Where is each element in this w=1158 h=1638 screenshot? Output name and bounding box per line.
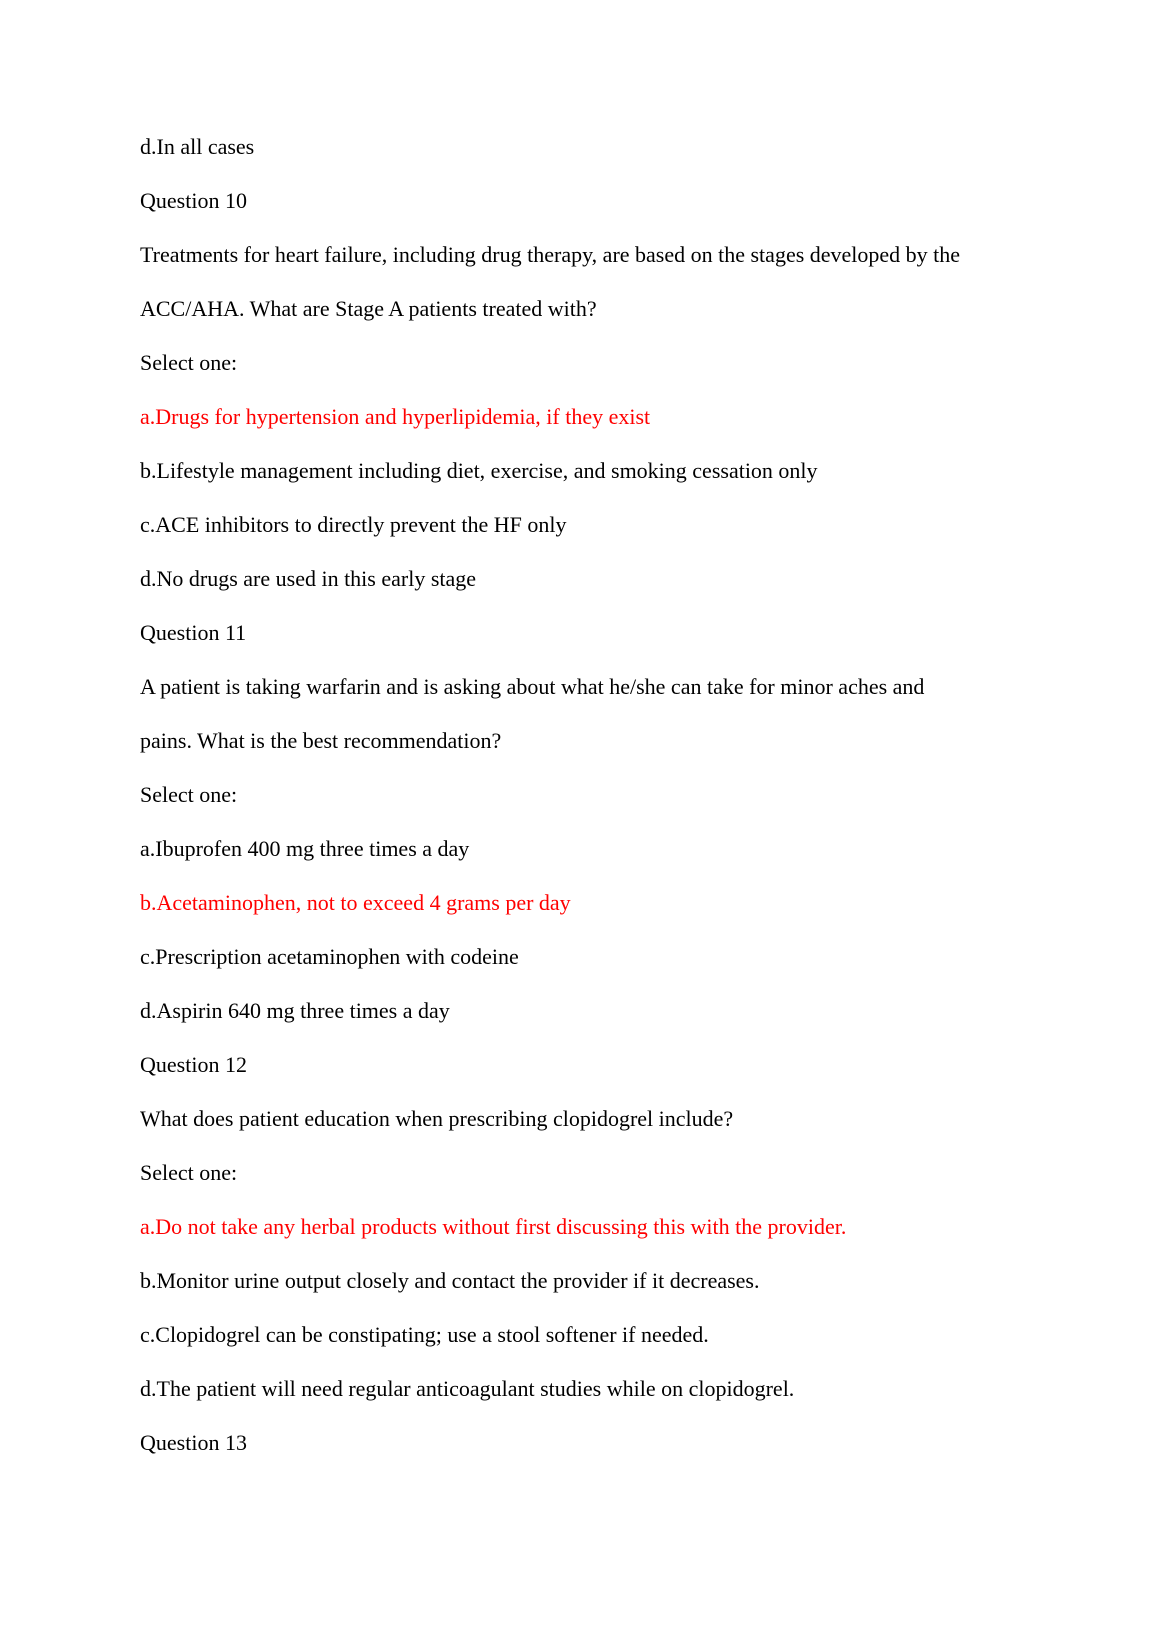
- question-11-option-c: c.Prescription acetaminophen with codeine: [140, 944, 519, 969]
- question-11-text-line-2: pains. What is the best recommendation?: [140, 728, 502, 753]
- question-12-option-d: d.The patient will need regular anticoagulant studies while on clopidogrel.: [140, 1376, 795, 1401]
- question-11-option-d: d.Aspirin 640 mg three times a day: [140, 998, 450, 1023]
- question-13-heading: Question 13: [140, 1430, 247, 1455]
- document-content: [140, 132, 1040, 1482]
- question-10-prompt: Select one:: [140, 350, 238, 375]
- question-10-heading: Question 10: [140, 188, 247, 213]
- question-11-text-line-1: A patient is taking warfarin and is asking about what he/she can take for minor aches and: [140, 674, 925, 699]
- question-10-option-a: a.Drugs for hypertension and hyperlipidemia, if they exist: [140, 404, 651, 429]
- question-11-option-a: a.Ibuprofen 400 mg three times a day: [140, 836, 470, 861]
- question-12-option-b: b.Monitor urine output closely and contact the provider if it decreases.: [140, 1268, 760, 1293]
- option-d-prev: d.In all cases: [140, 134, 255, 159]
- question-10-option-b: b.Lifestyle management including diet, exercise, and smoking cessation only: [140, 458, 818, 483]
- question-12-option-a: a.Do not take any herbal products without first discussing this with the provider.: [140, 1214, 847, 1239]
- question-11-heading: Question 11: [140, 620, 247, 645]
- question-12-prompt: Select one:: [140, 1160, 238, 1185]
- question-10-text-line-1: Treatments for heart failure, including drug therapy, are based on the stages developed by the: [140, 242, 961, 267]
- question-12-text-line-1: What does patient education when prescribing clopidogrel include?: [140, 1106, 734, 1131]
- question-10-option-d: d.No drugs are used in this early stage: [140, 566, 477, 591]
- question-12-option-c: c.Clopidogrel can be constipating; use a stool softener if needed.: [140, 1322, 709, 1347]
- question-12-heading: Question 12: [140, 1052, 247, 1077]
- question-10-option-c: c.ACE inhibitors to directly prevent the HF only: [140, 512, 567, 537]
- question-11-option-b: b.Acetaminophen, not to exceed 4 grams per day: [140, 890, 571, 915]
- question-10-text-line-2: ACC/AHA. What are Stage A patients treated with?: [140, 296, 597, 321]
- question-11-prompt: Select one:: [140, 782, 238, 807]
